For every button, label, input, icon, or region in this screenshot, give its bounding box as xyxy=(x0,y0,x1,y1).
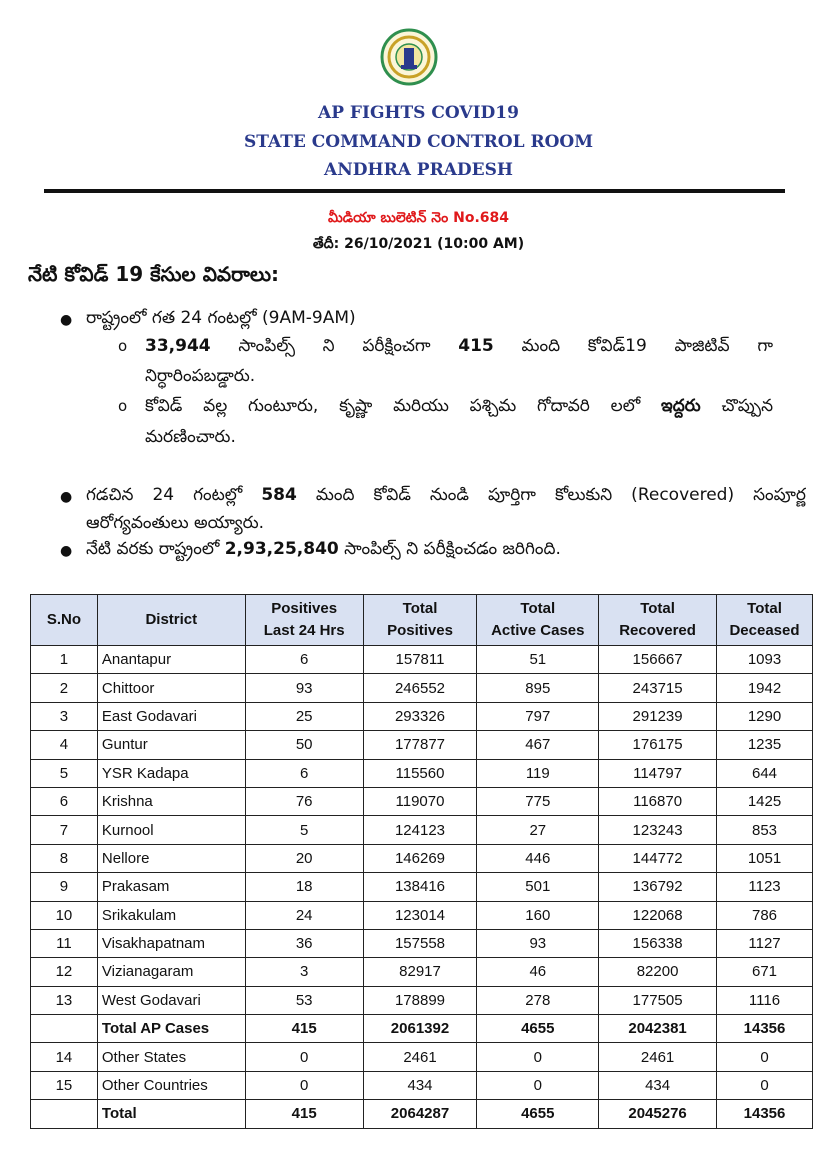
cell-active-cases: 160 xyxy=(477,901,599,929)
cell-sno: 1 xyxy=(31,646,98,674)
table-header-row xyxy=(31,595,813,646)
cell-district: East Godavari xyxy=(97,702,245,730)
table-row xyxy=(31,731,813,759)
cell-active-cases: 46 xyxy=(477,958,599,986)
district-cases-table xyxy=(30,594,813,1129)
point-2-end: మంది కోవిడ్ నుండి పూర్తిగా కోలుకుని (Recovered) సంపూర్ణ xyxy=(315,485,807,505)
header-active-cases: Total Active Cases xyxy=(477,595,599,646)
cell-total-recovered: 243715 xyxy=(599,674,717,702)
cell-district: Anantapur xyxy=(97,646,245,674)
cell-sno: 6 xyxy=(31,787,98,815)
cell-total-deceased: 1127 xyxy=(717,929,813,957)
cell-positives-24h: 20 xyxy=(245,844,363,872)
point-1a xyxy=(145,334,773,358)
cell-sno: 12 xyxy=(31,958,98,986)
cell-total-deceased: 1290 xyxy=(717,702,813,730)
total-samples: 2,93,25,840 xyxy=(224,539,339,559)
point-2 xyxy=(86,483,806,507)
point-2-start: గడచిన 24 గంటల్లో xyxy=(86,485,243,505)
point-1b xyxy=(145,394,773,418)
cell-active-cases: 4655 xyxy=(477,1100,599,1128)
cell-sno: 7 xyxy=(31,816,98,844)
bulletin-date: తేదీ: 26/10/2021 (10:00 AM) xyxy=(312,236,525,252)
cell-sno: 8 xyxy=(31,844,98,872)
cell-sno xyxy=(31,1015,98,1043)
cell-total-recovered: 123243 xyxy=(599,816,717,844)
cell-total-deceased: 0 xyxy=(717,1071,813,1099)
state-emblem-icon xyxy=(380,28,438,86)
cell-active-cases: 501 xyxy=(477,873,599,901)
table-row xyxy=(31,702,813,730)
table-row xyxy=(31,1100,813,1128)
cell-positives-24h: 76 xyxy=(245,787,363,815)
cell-positives-24h: 93 xyxy=(245,674,363,702)
cell-district: Chittoor xyxy=(97,674,245,702)
cell-sno: 10 xyxy=(31,901,98,929)
cell-active-cases: 51 xyxy=(477,646,599,674)
header-sno: S.No xyxy=(31,595,98,646)
header-total-recovered: Total Recovered xyxy=(599,595,717,646)
table-row xyxy=(31,787,813,815)
bullet-icon: ● xyxy=(60,489,73,505)
cell-active-cases: 775 xyxy=(477,787,599,815)
cell-active-cases: 446 xyxy=(477,844,599,872)
cell-total-positives: 146269 xyxy=(363,844,477,872)
header-district: District xyxy=(97,595,245,646)
cell-positives-24h: 6 xyxy=(245,646,363,674)
cell-total-recovered: 136792 xyxy=(599,873,717,901)
cell-positives-24h: 415 xyxy=(245,1100,363,1128)
cell-active-cases: 895 xyxy=(477,674,599,702)
table-row xyxy=(31,986,813,1014)
point-3 xyxy=(86,537,561,561)
cell-total-recovered: 156338 xyxy=(599,929,717,957)
point-1a-line2: నిర్ధారింపబడ్డారు. xyxy=(145,366,256,386)
cell-positives-24h: 415 xyxy=(245,1015,363,1043)
cell-sno xyxy=(31,1100,98,1128)
point-2-line2: ఆరోగ్యవంతులు అయ్యారు. xyxy=(86,513,265,533)
header-total-deceased: Total Deceased xyxy=(717,595,813,646)
cell-total-positives: 82917 xyxy=(363,958,477,986)
cell-district: Nellore xyxy=(97,844,245,872)
cell-total-deceased: 671 xyxy=(717,958,813,986)
header-title-line3: ANDHRA PRADESH xyxy=(324,160,513,180)
table-row xyxy=(31,1015,813,1043)
cell-total-deceased: 1051 xyxy=(717,844,813,872)
cell-positives-24h: 6 xyxy=(245,759,363,787)
cell-district: Visakhapatnam xyxy=(97,929,245,957)
cell-positives-24h: 53 xyxy=(245,986,363,1014)
cell-total-positives: 115560 xyxy=(363,759,477,787)
cell-total-deceased: 0 xyxy=(717,1043,813,1071)
header-positives-24h: Positives Last 24 Hrs xyxy=(245,595,363,646)
cell-district: Total xyxy=(97,1100,245,1128)
table-row xyxy=(31,929,813,957)
cell-total-recovered: 291239 xyxy=(599,702,717,730)
cell-sno: 9 xyxy=(31,873,98,901)
cell-total-recovered: 156667 xyxy=(599,646,717,674)
cell-total-deceased: 1425 xyxy=(717,787,813,815)
table-row xyxy=(31,1071,813,1099)
point-1b-start: కోవిడ్ వల్ల గుంటూరు, కృష్ణా మరియు పశ్చిమ గోదావరి లలో xyxy=(145,396,641,416)
cell-total-positives: 434 xyxy=(363,1071,477,1099)
header-divider xyxy=(44,189,785,193)
cell-total-positives: 293326 xyxy=(363,702,477,730)
cell-total-positives: 246552 xyxy=(363,674,477,702)
cell-district: Prakasam xyxy=(97,873,245,901)
table-row xyxy=(31,1043,813,1071)
cell-total-recovered: 177505 xyxy=(599,986,717,1014)
table-row xyxy=(31,816,813,844)
recovered-count: 584 xyxy=(261,485,297,505)
circle-bullet-icon: o xyxy=(118,337,128,355)
cell-total-positives: 138416 xyxy=(363,873,477,901)
cell-sno: 2 xyxy=(31,674,98,702)
cell-total-positives: 2061392 xyxy=(363,1015,477,1043)
cell-total-positives: 178899 xyxy=(363,986,477,1014)
cell-total-recovered: 114797 xyxy=(599,759,717,787)
table-row xyxy=(31,844,813,872)
point-1a-end: మంది కోవిడ్19 పాజిటివ్ గా xyxy=(521,336,774,356)
header-title-line1: AP FIGHTS COVID19 xyxy=(318,103,519,123)
table-row xyxy=(31,958,813,986)
point-1a-mid: సాంపిల్స్ ని పరీక్షించగా xyxy=(238,336,431,356)
cell-total-positives: 177877 xyxy=(363,731,477,759)
bulletin-number: మీడియా బులెటిన్ నెం No.684 xyxy=(327,210,509,226)
cell-active-cases: 93 xyxy=(477,929,599,957)
cell-total-deceased: 14356 xyxy=(717,1100,813,1128)
cell-active-cases: 4655 xyxy=(477,1015,599,1043)
point-3-start: నేటి వరకు రాష్ట్రంలో xyxy=(86,539,220,559)
section-title: నేటి కోవిడ్ 19 కేసుల వివరాలు: xyxy=(28,262,279,286)
table-row xyxy=(31,674,813,702)
cell-positives-24h: 24 xyxy=(245,901,363,929)
bullet-icon: ● xyxy=(60,312,73,328)
cell-total-deceased: 14356 xyxy=(717,1015,813,1043)
cell-positives-24h: 18 xyxy=(245,873,363,901)
cell-total-recovered: 434 xyxy=(599,1071,717,1099)
cell-positives-24h: 50 xyxy=(245,731,363,759)
cell-positives-24h: 5 xyxy=(245,816,363,844)
samples-count: 33,944 xyxy=(145,336,211,356)
cell-district: YSR Kadapa xyxy=(97,759,245,787)
cell-total-deceased: 1116 xyxy=(717,986,813,1014)
cell-sno: 14 xyxy=(31,1043,98,1071)
cell-total-recovered: 122068 xyxy=(599,901,717,929)
cell-total-recovered: 116870 xyxy=(599,787,717,815)
cell-total-deceased: 853 xyxy=(717,816,813,844)
cell-district: Guntur xyxy=(97,731,245,759)
cell-positives-24h: 0 xyxy=(245,1043,363,1071)
cell-sno: 11 xyxy=(31,929,98,957)
table-row xyxy=(31,873,813,901)
cell-total-deceased: 1235 xyxy=(717,731,813,759)
cell-total-positives: 119070 xyxy=(363,787,477,815)
cell-district: Total AP Cases xyxy=(97,1015,245,1043)
cell-total-deceased: 644 xyxy=(717,759,813,787)
cell-total-positives: 2064287 xyxy=(363,1100,477,1128)
positives-count: 415 xyxy=(458,336,494,356)
cell-sno: 5 xyxy=(31,759,98,787)
cell-district: Srikakulam xyxy=(97,901,245,929)
cell-district: West Godavari xyxy=(97,986,245,1014)
table-row xyxy=(31,759,813,787)
header-total-positives: Total Positives xyxy=(363,595,477,646)
cell-district: Other States xyxy=(97,1043,245,1071)
circle-bullet-icon: o xyxy=(118,397,128,415)
point-1: రాష్ట్రంలో గత 24 గంటల్లో (9AM-9AM) xyxy=(86,308,356,328)
cell-total-recovered: 176175 xyxy=(599,731,717,759)
cell-total-positives: 157558 xyxy=(363,929,477,957)
cell-total-recovered: 82200 xyxy=(599,958,717,986)
cell-total-recovered: 2045276 xyxy=(599,1100,717,1128)
cell-total-deceased: 786 xyxy=(717,901,813,929)
cell-positives-24h: 36 xyxy=(245,929,363,957)
cell-total-recovered: 144772 xyxy=(599,844,717,872)
cell-active-cases: 0 xyxy=(477,1071,599,1099)
cell-total-positives: 123014 xyxy=(363,901,477,929)
cell-total-recovered: 2042381 xyxy=(599,1015,717,1043)
cell-sno: 4 xyxy=(31,731,98,759)
cell-total-deceased: 1123 xyxy=(717,873,813,901)
header-title-line2: STATE COMMAND CONTROL ROOM xyxy=(243,132,594,152)
cell-total-recovered: 2461 xyxy=(599,1043,717,1071)
cell-total-positives: 124123 xyxy=(363,816,477,844)
point-3-end: సాంపిల్స్ ని పరీక్షించడం జరిగింది. xyxy=(344,539,561,559)
cell-district: Krishna xyxy=(97,787,245,815)
cell-total-deceased: 1942 xyxy=(717,674,813,702)
cell-positives-24h: 0 xyxy=(245,1071,363,1099)
cell-active-cases: 27 xyxy=(477,816,599,844)
table-row xyxy=(31,901,813,929)
table-row xyxy=(31,646,813,674)
bullet-icon: ● xyxy=(60,543,73,559)
cell-active-cases: 0 xyxy=(477,1043,599,1071)
cell-active-cases: 278 xyxy=(477,986,599,1014)
point-1b-line2: మరణించారు. xyxy=(145,427,236,447)
cell-active-cases: 797 xyxy=(477,702,599,730)
point-1b-end: చొప్పున xyxy=(721,396,773,416)
cell-district: Other Countries xyxy=(97,1071,245,1099)
cell-sno: 13 xyxy=(31,986,98,1014)
cell-positives-24h: 3 xyxy=(245,958,363,986)
cell-total-positives: 157811 xyxy=(363,646,477,674)
cell-sno: 15 xyxy=(31,1071,98,1099)
cell-total-deceased: 1093 xyxy=(717,646,813,674)
deaths-count: ఇద్దరు xyxy=(660,396,701,416)
cell-district: Kurnool xyxy=(97,816,245,844)
cell-active-cases: 467 xyxy=(477,731,599,759)
cell-total-positives: 2461 xyxy=(363,1043,477,1071)
cell-district: Vizianagaram xyxy=(97,958,245,986)
cell-active-cases: 119 xyxy=(477,759,599,787)
cell-sno: 3 xyxy=(31,702,98,730)
cell-positives-24h: 25 xyxy=(245,702,363,730)
